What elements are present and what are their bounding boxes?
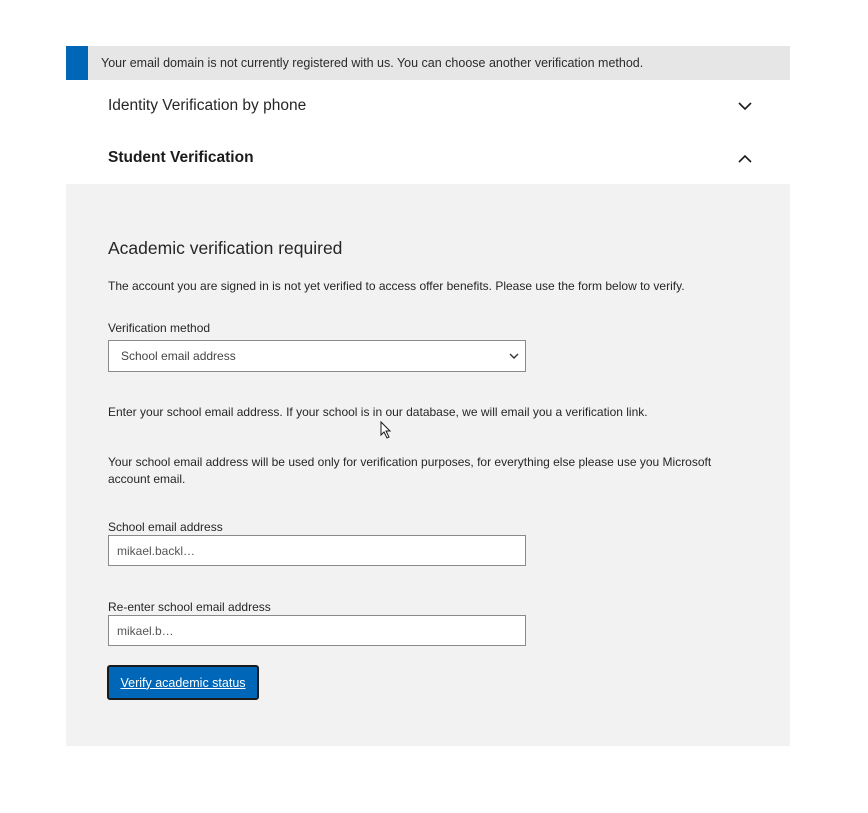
chevron-down-icon <box>509 349 519 363</box>
accordion-student-title: Student Verification <box>108 149 254 166</box>
chevron-down-icon[interactable] <box>736 97 754 115</box>
verification-method-value: School email address <box>121 349 236 363</box>
notice-text: Your email domain is not currently registered with us. You can choose another verification method. <box>101 56 644 70</box>
email-usage-notice: Your school email address will be used only for verification purposes, for everything else please use you Microsoft account email. <box>108 455 712 486</box>
verify-academic-status-button[interactable]: Verify academic status <box>107 665 259 700</box>
notice-accent-bar <box>66 46 88 80</box>
accordion-phone-verification[interactable] <box>66 80 790 132</box>
mouse-cursor-icon <box>380 421 392 439</box>
reenter-email-label: Re-enter school email address <box>108 600 271 614</box>
notice-banner <box>66 46 790 80</box>
signed-in-notice: The account you are signed in is not yet verified to access offer benefits. Please use the form below to verify. <box>108 279 685 293</box>
enter-email-instructions: Enter your school email address. If your school is in our database, we will email you a verification link. <box>108 405 648 419</box>
panel-heading: Academic verification required <box>108 238 343 258</box>
verification-method-select[interactable] <box>108 340 526 372</box>
reenter-email-input[interactable] <box>108 615 526 646</box>
student-verification-panel <box>66 184 790 746</box>
verification-method-label: Verification method <box>108 321 211 335</box>
accordion-phone-title: Identity Verification by phone <box>108 97 307 114</box>
chevron-up-icon[interactable] <box>736 149 754 167</box>
accordion-student-verification[interactable] <box>66 132 790 184</box>
school-email-label: School email address <box>108 520 223 534</box>
school-email-input[interactable] <box>108 535 526 566</box>
